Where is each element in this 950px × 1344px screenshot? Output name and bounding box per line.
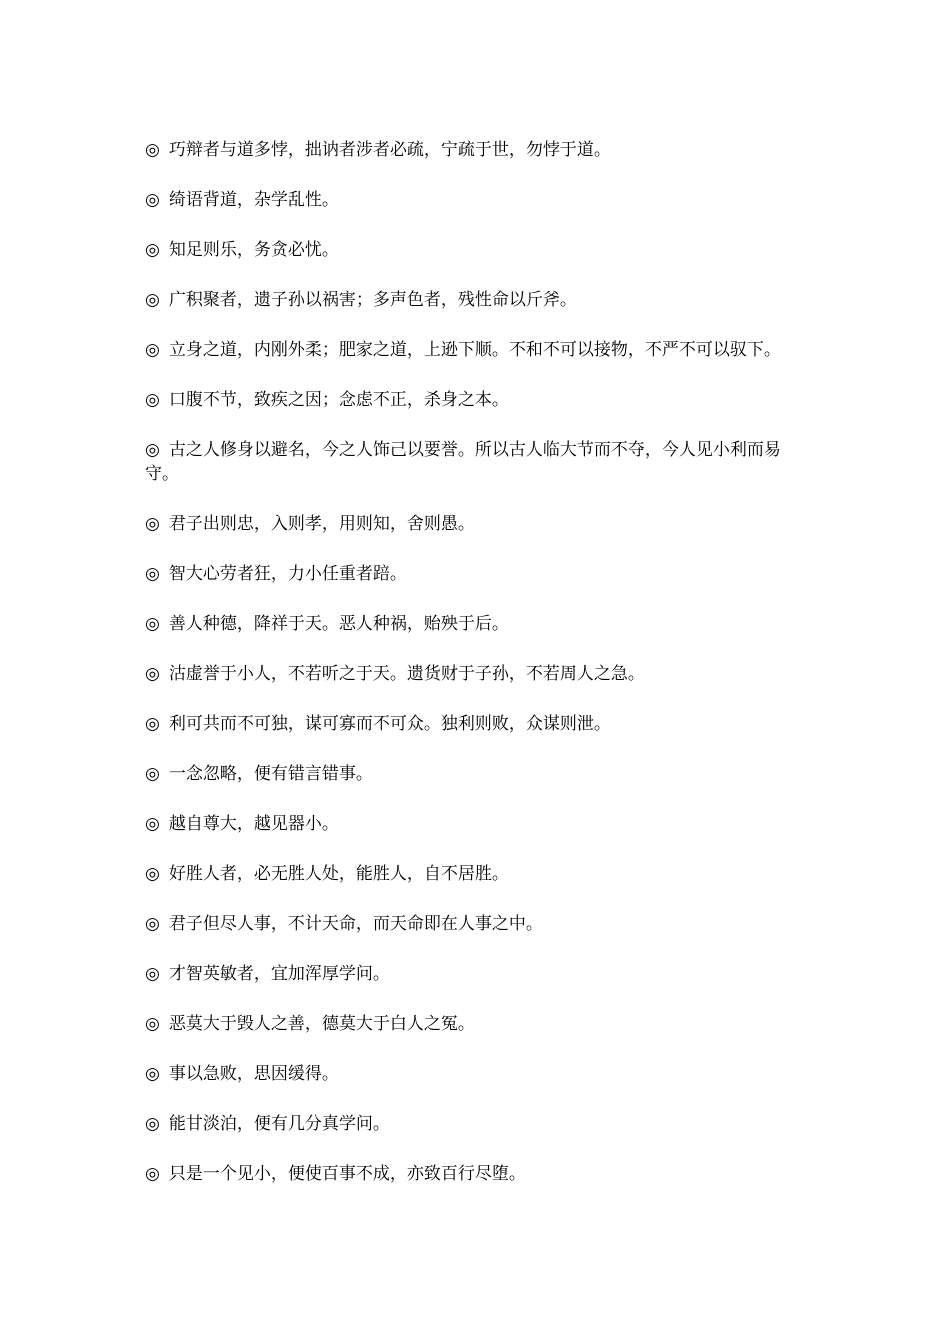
entry: [145, 862, 810, 886]
bullet-marker: ◎: [145, 1164, 160, 1184]
entry-text: 智大心劳者狂，力小任重者踣。: [168, 564, 407, 584]
document-body: [145, 138, 810, 1212]
entry-text: 君子但尽人事，不计天命，而天命即在人事之中。: [168, 914, 543, 934]
entry-text: 君子出则忠，入则孝，用则知，舍则愚。: [168, 514, 475, 534]
entry: [145, 562, 810, 586]
bullet-marker: ◎: [145, 290, 160, 310]
entry: [145, 1062, 810, 1086]
entry: [145, 912, 810, 936]
entry-text: 巧辩者与道多悖，拙讷者涉者必疏，宁疏于世，勿悖于道。: [168, 140, 611, 160]
entry-text: 善人种德，降祥于天。恶人种祸，贻殃于后。: [168, 614, 509, 634]
entry: [145, 962, 810, 986]
bullet-marker: ◎: [145, 1064, 160, 1084]
entry: [145, 238, 810, 262]
bullet-marker: ◎: [145, 514, 160, 534]
bullet-marker: ◎: [145, 714, 160, 734]
bullet-marker: ◎: [145, 664, 160, 684]
bullet-marker: ◎: [145, 240, 160, 260]
entry-text: 只是一个见小，便使百事不成，亦致百行尽堕。: [168, 1164, 526, 1184]
entry-text: 沽虚誉于小人，不若听之于天。遗货财于子孙，不若周人之急。: [168, 664, 645, 684]
entry: [145, 812, 810, 836]
entry: [145, 662, 810, 686]
bullet-marker: ◎: [145, 964, 160, 984]
entry: [145, 512, 810, 536]
bullet-marker: ◎: [145, 1114, 160, 1134]
entry-text: 才智英敏者，宜加浑厚学问。: [168, 964, 390, 984]
entry-text: 事以急败，思因缓得。: [168, 1064, 339, 1084]
entry-text: 古之人修身以避名，今之人饰己以要誉。所以古人临大节而不夺，今人见小利而易守。: [145, 440, 781, 484]
entry-text: 一念忽略，便有错言错事。: [168, 764, 373, 784]
entry-text: 好胜人者，必无胜人处，能胜人，自不居胜。: [168, 864, 509, 884]
entry-text: 口腹不节，致疾之因；念虑不正，杀身之本。: [168, 390, 509, 410]
entry-text: 利可共而不可独，谋可寡而不可众。独利则败，众谋则泄。: [168, 714, 611, 734]
bullet-marker: ◎: [145, 440, 160, 460]
entry-text: 知足则乐，务贪必忧。: [168, 240, 339, 260]
entry-text: 广积聚者，遗子孙以祸害；多声色者，残性命以斤斧。: [168, 290, 577, 310]
entry: [145, 612, 810, 636]
entry: [145, 188, 810, 212]
entry: [145, 1162, 810, 1186]
entry-text: 恶莫大于毁人之善，德莫大于白人之冤。: [168, 1014, 475, 1034]
bullet-marker: ◎: [145, 340, 160, 360]
entry-text: 绮语背道，杂学乱性。: [168, 190, 339, 210]
entry: [145, 288, 810, 312]
entry: [145, 1112, 810, 1136]
bullet-marker: ◎: [145, 764, 160, 784]
entry-text: 能甘淡泊，便有几分真学问。: [168, 1114, 390, 1134]
entry: [145, 762, 810, 786]
bullet-marker: ◎: [145, 914, 160, 934]
bullet-marker: ◎: [145, 814, 160, 834]
entry: [145, 1012, 810, 1036]
bullet-marker: ◎: [145, 390, 160, 410]
entry: [145, 338, 810, 362]
bullet-marker: ◎: [145, 1014, 160, 1034]
bullet-marker: ◎: [145, 190, 160, 210]
bullet-marker: ◎: [145, 140, 160, 160]
entry: [145, 712, 810, 736]
entry-text: 越自尊大，越见器小。: [168, 814, 339, 834]
entry: [145, 438, 810, 486]
bullet-marker: ◎: [145, 564, 160, 584]
entry: [145, 138, 810, 162]
bullet-marker: ◎: [145, 864, 160, 884]
bullet-marker: ◎: [145, 614, 160, 634]
entry: [145, 388, 810, 412]
entry-text: 立身之道，内刚外柔；肥家之道，上逊下顺。不和不可以接物，不严不可以驭下。: [168, 340, 781, 360]
